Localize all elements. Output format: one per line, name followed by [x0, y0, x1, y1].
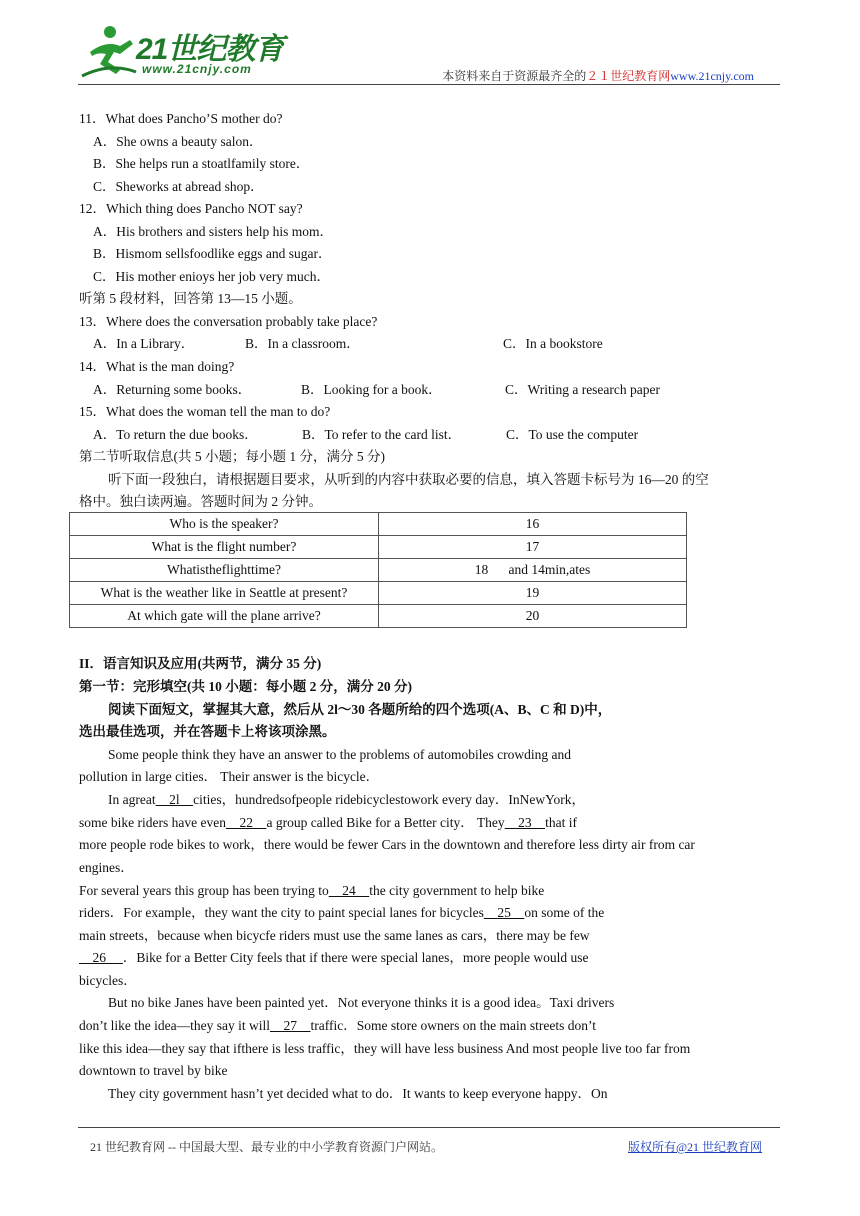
- site-logo: [78, 18, 298, 84]
- table-question: Who is the speaker?: [70, 513, 379, 536]
- q15-option-b: B．To refer to the card list．: [302, 427, 462, 442]
- blank-24: 24: [328, 883, 370, 898]
- section2-instruction-2: 选出最佳选项，并在答题卡上将该项涂黑。: [79, 724, 336, 739]
- q13-stem: 13．Where does the conversation probably take place?: [79, 314, 378, 329]
- table-question: Whatistheflighttime?: [70, 559, 379, 582]
- part2-title: 第二节听取信息(共 5 小题；每小题 1 分，满分 5 分): [79, 449, 385, 464]
- q11-option-c: C．Sheworks at abread shop．: [93, 179, 264, 194]
- passage-text: cities，hundredsofpeople ridebicyclestowork every day．InNewYork，: [193, 792, 586, 807]
- q11-option-b: B．She helps run a stoatlfamily store．: [93, 156, 310, 171]
- info-table: [69, 512, 687, 628]
- header-note: [442, 67, 754, 84]
- table-answer: 19: [379, 582, 687, 605]
- q13-option-c: C．In a bookstore: [503, 336, 603, 351]
- table-answer: 17: [379, 536, 687, 559]
- table-question: What is the flight number?: [70, 536, 379, 559]
- q13-option-a: A．In a Library．: [93, 336, 195, 351]
- header-note-url[interactable]: www.21cnjy.com: [670, 69, 754, 83]
- q14-option-a: A．Returning some books．: [93, 382, 252, 397]
- passage-line: [79, 1017, 596, 1035]
- q15-option-c: C．To use the computer: [506, 427, 639, 442]
- passage-line: engines．: [79, 860, 134, 875]
- part2-instruction-2: 格中。独白读两遍。答题时间为 2 分钟。: [79, 494, 322, 509]
- q12-stem: 12．Which thing does Pancho NOT say?: [79, 201, 303, 216]
- running-figure-icon: [80, 22, 138, 80]
- section2-instruction-1: 阅读下面短文，掌握其大意，然后从 2l～30 各题所给的四个选项(A、B、C 和 D)中，: [108, 702, 612, 717]
- footer-text: 21 世纪教育网 -- 中国最大型、最专业的中小学教育资源门户网站。: [90, 1140, 443, 1154]
- blank-21: 2l: [155, 792, 194, 807]
- logo-url: www.21cnjy.com: [142, 62, 252, 76]
- page-header: [78, 18, 780, 86]
- passage-line: more people rode bikes to work，there would be fewer Cars in the downtown and therefore less dirty air from car: [79, 837, 695, 852]
- passage-text: some bike riders have even: [79, 815, 226, 830]
- passage-text: riders．For example，they want the city to paint special lanes for bicycles: [79, 905, 484, 920]
- q14-stem: 14．What is the man doing?: [79, 359, 235, 374]
- passage-text: the city government to help bike: [369, 883, 545, 898]
- q13-option-b: B．In a classroom．: [245, 336, 360, 351]
- table-answer: 20: [379, 605, 687, 628]
- header-note-prefix: 本资料来自于资源最齐全的: [442, 69, 587, 83]
- logo-text: 21世纪教育: [136, 33, 284, 66]
- header-divider: [78, 84, 780, 85]
- table-answer: 16: [379, 513, 687, 536]
- passage-line: But no bike Janes have been painted yet．Not everyone thinks it is a good idea。Taxi drivers: [108, 995, 615, 1010]
- passage-line: [79, 904, 604, 922]
- q11-option-a: A．She owns a beauty salon．: [93, 134, 263, 149]
- q14-option-c: C．Writing a research paper: [505, 382, 661, 397]
- passage-line: downtown to travel by bike: [79, 1063, 228, 1078]
- blank-26: 26: [79, 950, 123, 965]
- q12-option-b: B．Hismom sellsfoodlike eggs and sugar．: [93, 246, 332, 261]
- footer-copyright-link[interactable]: 版权所有@21 世纪教育网: [628, 1140, 763, 1154]
- section2-part1-title: 第一节：完形填空(共 10 小题：每小题 2 分，满分 20 分): [79, 679, 412, 694]
- passage-text: For several years this group has been trying to: [79, 883, 329, 898]
- q15-stem: 15．What does the woman tell the man to do?: [79, 404, 331, 419]
- passage-text: a group called Bike for a Better city． They: [266, 815, 505, 830]
- footer-divider: [78, 1127, 780, 1128]
- table-row: [70, 559, 687, 582]
- blank-22: 22: [225, 815, 267, 830]
- section2-title: II．语言知识及应用(共两节，满分 35 分): [79, 656, 322, 671]
- q12-option-c: C．His mother enioys her job very much．: [93, 269, 330, 284]
- passage-line: bicycles．: [79, 973, 137, 988]
- part2-instruction-1: 听下面一段独白，请根据题目要求，从听到的内容中获取必要的信息，填入答题卡标号为 16—20 的空: [108, 472, 709, 487]
- passage-line: [79, 814, 577, 832]
- passage-line: like this idea—they say that ifthere is less traffic，they will have less business And most people live too far from: [79, 1041, 691, 1056]
- passage-line: [79, 949, 588, 967]
- q15-option-a: A．To return the due books．: [93, 427, 258, 442]
- passage-text: ．Bike for a Better City feels that if there were special lanes，more people would use: [122, 950, 589, 965]
- section5-intro: 听第 5 段材料，回答第 13—15 小题。: [79, 291, 302, 306]
- passage-text: don’t like the idea—they say it will: [79, 1018, 270, 1033]
- passage-text: In agreat: [108, 792, 156, 807]
- passage-line: They city government hasn’t yet decided what to do．It wants to keep everyone happy．On: [108, 1086, 608, 1101]
- passage-line: main streets，because when bicycfe riders must use the same lanes as cars，there may be few: [79, 928, 590, 943]
- table-question: What is the weather like in Seattle at present?: [70, 582, 379, 605]
- header-note-site: ２１世纪教育网: [586, 69, 671, 83]
- passage-text: that if: [545, 815, 577, 830]
- table-row: [70, 582, 687, 605]
- passage-line: pollution in large cities． Their answer is the bicycle．: [79, 769, 380, 784]
- table-answer: 18 and 14min,ates: [379, 559, 687, 582]
- passage-line: [108, 791, 585, 809]
- blank-27: 27: [269, 1018, 311, 1033]
- table-row: [70, 513, 687, 536]
- table-row: [70, 605, 687, 628]
- table-row: [70, 536, 687, 559]
- q11-stem: 11．What does Pancho’S mother do?: [79, 111, 283, 126]
- passage-text: traffic．Some store owners on the main streets don’t: [310, 1018, 597, 1033]
- table-question: At which gate will the plane arrive?: [70, 605, 379, 628]
- blank-25: 25: [483, 905, 525, 920]
- q12-option-a: A．His brothers and sisters help his mom．: [93, 224, 333, 239]
- blank-23: 23: [504, 815, 546, 830]
- passage-text: on some of the: [524, 905, 605, 920]
- passage-line: [79, 882, 544, 900]
- passage-line: Some people think they have an answer to the problems of automobiles crowding and: [108, 747, 572, 762]
- q14-option-b: B．Looking for a book．: [301, 382, 442, 397]
